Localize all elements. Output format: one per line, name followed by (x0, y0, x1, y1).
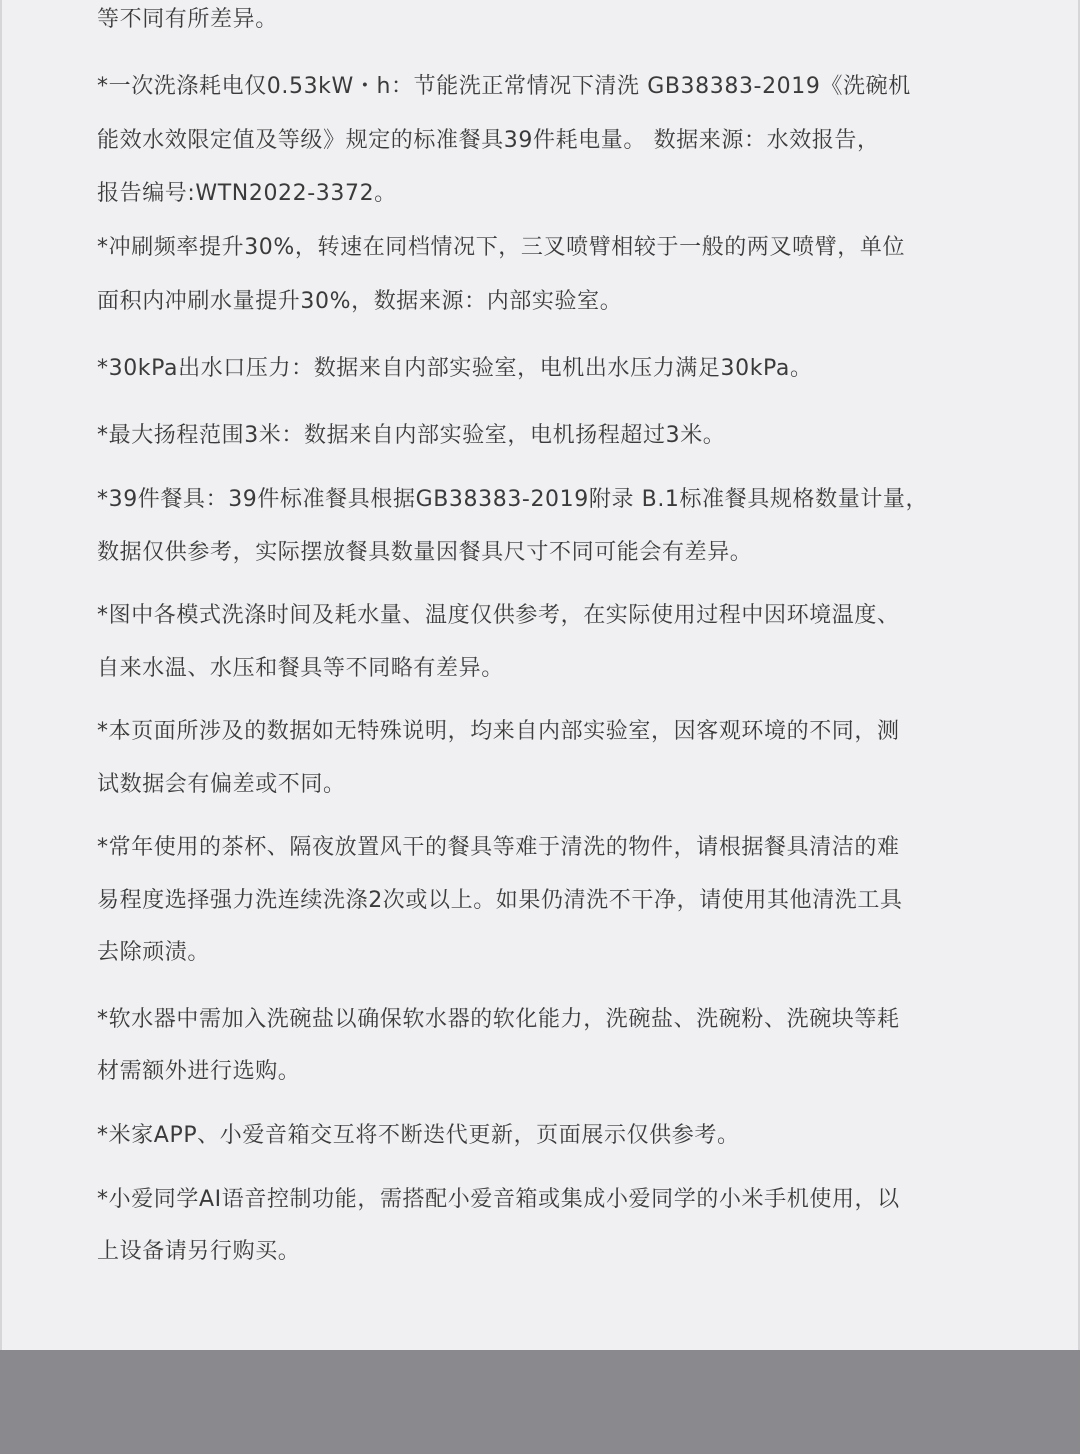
note-line: *冲刷频率提升30%，转速在同档情况下，三叉喷臂相较于一般的两叉喷臂，单位 (97, 235, 906, 260)
note-line: *常年使用的茶杯、隔夜放置风干的餐具等难于清洗的物件，请根据餐具清洁的难 (97, 835, 900, 860)
footer-band (0, 1350, 1080, 1454)
note-line: 面积内冲刷水量提升30%，数据来源：内部实验室。 (97, 289, 623, 314)
note-line: 自来水温、水压和餐具等不同略有差异。 (97, 656, 504, 681)
note-line: 数据仅供参考，实际摆放餐具数量因餐具尺寸不同可能会有差异。 (97, 540, 753, 565)
note-line: *小爱同学AI语音控制功能，需搭配小爱音箱或集成小爱同学的小米手机使用，以 (97, 1187, 900, 1212)
note-line: *本页面所涉及的数据如无特殊说明，均来自内部实验室，因客观环境的不同，测 (97, 719, 900, 744)
note-line: *39件餐具：39件标准餐具根据GB38383-2019附录 B.1标准餐具规格数量计量， (97, 487, 929, 512)
note-line: *图中各模式洗涤时间及耗水量、温度仅供参考，在实际使用过程中因环境温度、 (97, 603, 900, 628)
note-line: 去除顽渍。 (97, 940, 211, 965)
note-line: 能效水效限定值及等级》规定的标准餐具39件耗电量。 数据来源：水效报告， (97, 128, 880, 153)
note-line: *最大扬程范围3米：数据来自内部实验室，电机扬程超过3米。 (97, 423, 726, 448)
note-line: *软水器中需加入洗碗盐以确保软水器的软化能力，洗碗盐、洗碗粉、洗碗块等耗 (97, 1007, 900, 1032)
note-line: 上设备请另行购买。 (97, 1239, 301, 1264)
note-line: 易程度选择强力洗连续洗涤2次或以上。如果仍清洗不干净，请使用其他清洗工具 (97, 888, 903, 913)
note-line: 等不同有所差异。 (97, 7, 278, 32)
note-line: *一次洗涤耗电仅0.53kW・h：节能洗正常情况下清洗 GB38383-2019《洗碗机 (97, 74, 911, 99)
note-line: *米家APP、小爱音箱交互将不断迭代更新，页面展示仅供参考。 (97, 1123, 740, 1148)
note-line: 材需额外进行选购。 (97, 1059, 301, 1084)
note-line: *30kPa出水口压力：数据来自内部实验室，电机出水压力满足30kPa。 (97, 356, 813, 381)
note-line: 报告编号:WTN2022-3372。 (97, 181, 397, 206)
note-line: 试数据会有偏差或不同。 (97, 772, 346, 797)
